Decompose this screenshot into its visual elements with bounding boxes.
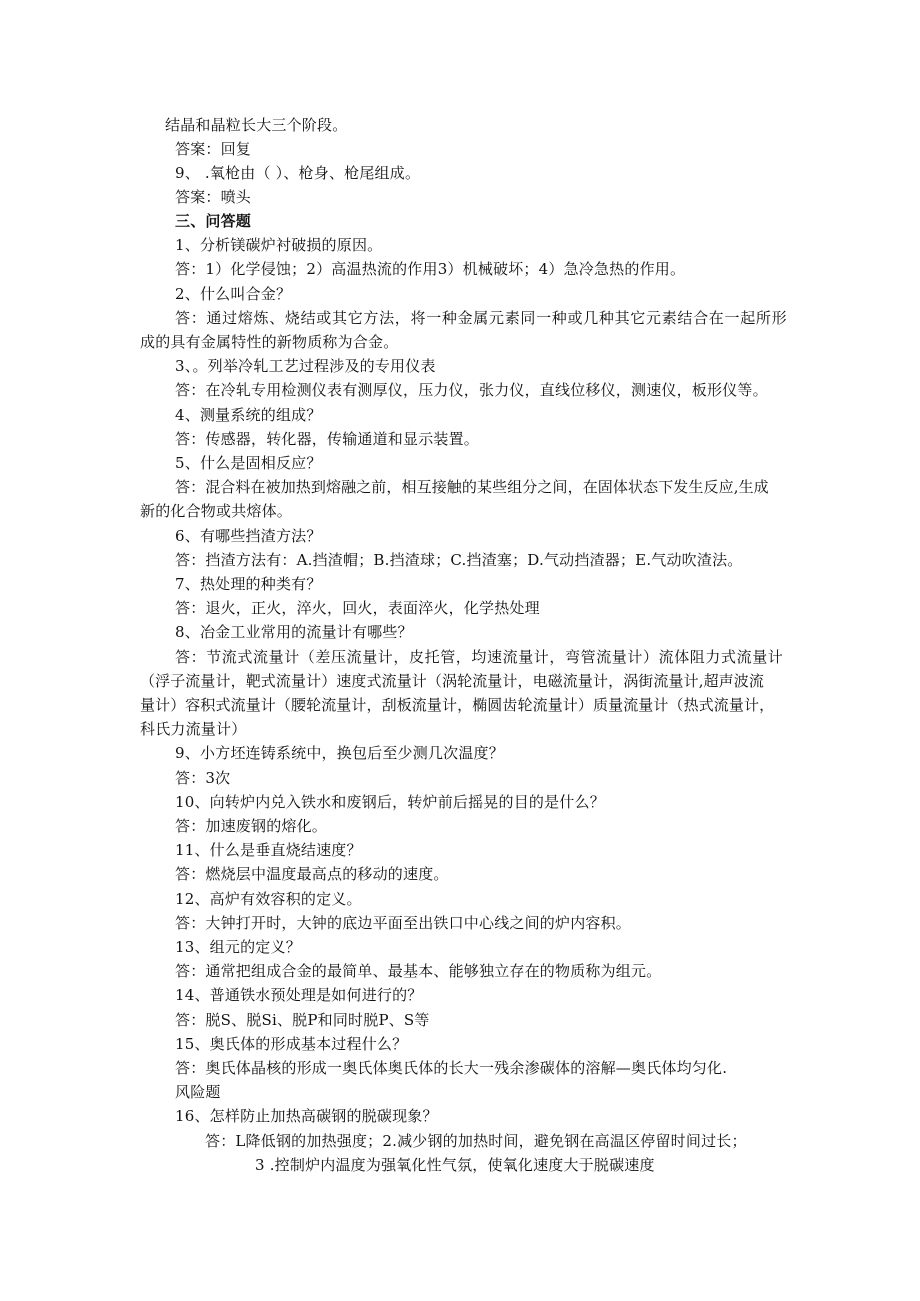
answer-continuation: 新的化合物或共熔体。 [140, 502, 293, 520]
question-line: 5、什么是固相反应？ [175, 454, 322, 472]
answer-line: 答：3次 [175, 769, 231, 787]
answer-line: 答：大钟打开时，大钟的底边平面至出铁口中心线之间的炉内容积。 [175, 914, 632, 932]
answer-continuation: 成的具有金属特性的新物质称为合金。 [140, 333, 399, 351]
text-line: 结晶和晶粒长大三个阶段。 [165, 116, 348, 134]
question-line: 11、什么是垂直烧结速度？ [175, 841, 362, 859]
question-line: 12、高炉有效容积的定义。 [175, 890, 362, 908]
answer-line: 答：通常把组成合金的最简单、最基本、能够独立存在的物质称为组元。 [175, 962, 662, 980]
answer-line: 答：传感器，转化器，传输通道和显示装置。 [175, 430, 480, 448]
answer-line: 答：通过熔炼、烧结或其它方法，将一种金属元素同一种或几种其它元素结合在一起所形 [175, 309, 788, 327]
question-line: 3、。列举冷轧工艺过程涉及的专用仪表 [175, 357, 436, 375]
answer-line: 答案：喷头 [175, 188, 252, 206]
question-line: 14、普通铁水预处理是如何进行的？ [175, 986, 423, 1004]
answer-line: 答：奥氏体晶核的形成一奥氏体奥氏体的长大一残余渗碳体的溶解—奥氏体均匀化. [175, 1059, 728, 1077]
question-line: 9、小方坯连铸系统中，换包后至少测几次温度？ [175, 744, 504, 762]
answer-line: 答：脱S、脱Si、脱P和同时脱P、S等 [175, 1011, 430, 1029]
question-line: 1、分析镁碳炉衬破损的原因。 [175, 236, 383, 254]
answer-continuation: 量计）容积式流量计（腰轮流量计，刮板流量计，椭圆齿轮流量计）质量流量计（热式流量计， [140, 696, 775, 714]
question-line: 8、冶金工业常用的流量计有哪些？ [175, 623, 413, 641]
answer-line: 答：挡渣方法有：A.挡渣帽；B.挡渣球；C.挡渣塞；D.气动挡渣器；E.气动吹渣法。 [175, 551, 743, 569]
question-line: 16、怎样防止加热高碳钢的脱碳现象？ [175, 1107, 438, 1125]
answer-line: 答：混合料在被加热到熔融之前，相互接触的某些组分之间，在固体状态下发生反应,生成 [175, 478, 769, 496]
question-line: 10、向转炉内兑入铁水和废钢后，转炉前后摇晃的目的是什么？ [175, 793, 605, 811]
question-line: 15、奥氏体的形成基本过程什么？ [175, 1035, 408, 1053]
answer-line: 答：燃烧层中温度最高点的移动的速度。 [175, 865, 449, 883]
answer-continuation: 科氏力流量计） [140, 720, 247, 738]
answer-line: 答：在冷轧专用检测仪表有测厚仪，压力仪，张力仪，直线位移仪，测速仪，板形仪等。 [175, 381, 768, 399]
answer-line: 答：退火，正火，淬火，回火，表面淬火，化学热处理 [175, 599, 540, 617]
question-line: 2、什么叫合金？ [175, 285, 292, 303]
question-line: 4、测量系统的组成？ [175, 406, 322, 424]
section-label: 风险题 [175, 1083, 221, 1101]
answer-continuation: （浮子流量计，靶式流量计）速度式流量计（涡轮流量计，电磁流量计，涡街流量计,超声波流 [140, 672, 764, 690]
answer-line: 答：加速废钢的熔化。 [175, 817, 328, 835]
question-line: 6、有哪些挡渣方法？ [175, 527, 322, 545]
answer-line: 答：L降低钢的加热强度；2.减少钢的加热时间，避免钢在高温区停留时间过长； [205, 1132, 747, 1150]
section-heading: 三、问答题 [175, 212, 252, 230]
answer-continuation: 3 .控制炉内温度为强氧化性气氛，使氧化速度大于脱碳速度 [255, 1156, 655, 1174]
answer-line: 答：节流式流量计（差压流量计，皮托管，均速流量计，弯管流量计）流体阻力式流量计 [175, 648, 784, 666]
answer-line: 答：1）化学侵蚀；2）高温热流的作用3）机械破坏；4）急冷急热的作用。 [175, 260, 686, 278]
question-line: 7、热处理的种类有？ [175, 575, 322, 593]
answer-line: 答案：回复 [175, 140, 252, 158]
question-line: 9、 .氧枪由（ ）、枪身、枪尾组成。 [175, 164, 421, 182]
question-line: 13、组元的定义？ [175, 938, 301, 956]
